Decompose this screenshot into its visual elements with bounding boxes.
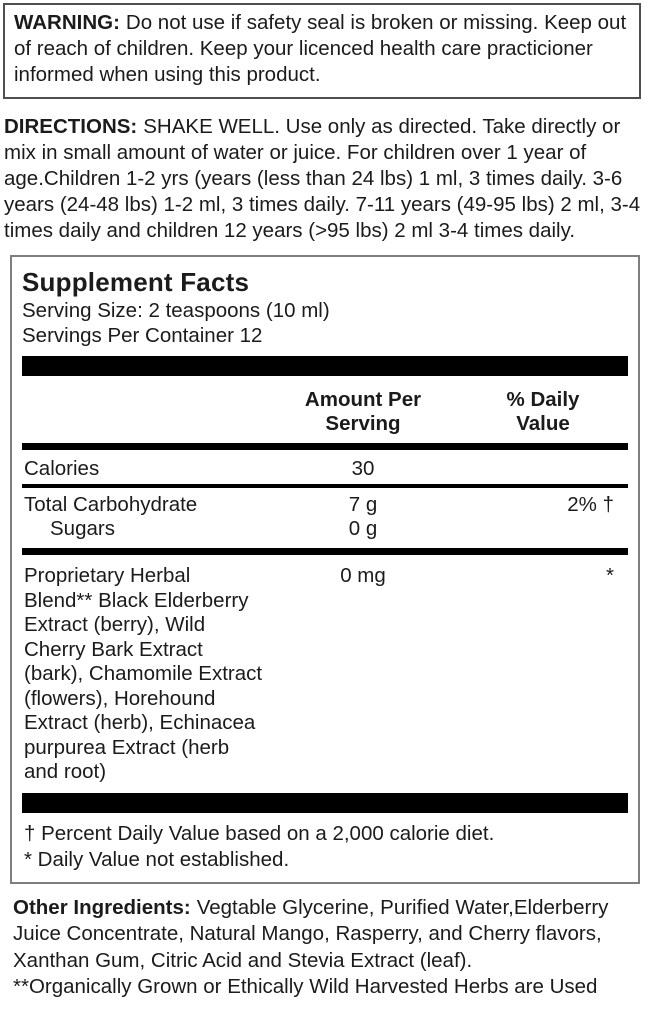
nutrient-dv: 2% † — [567, 493, 614, 516]
other-ingredients-text: Vegtable Glycerine, Purified Water,Elderberry Juice Concentrate, Natural Mango, Rasperry, and Cherry flavors, Xanthan Gum, Citric Acid and Stevia Extract (leaf). — [13, 895, 609, 972]
header-rule — [22, 443, 628, 450]
separator-bar-top — [22, 356, 628, 376]
nutrient-name: Total Carbohydrate — [24, 493, 198, 516]
nutrient-amount: 0 g — [348, 517, 378, 540]
organic-note: **Organically Grown or Ethically Wild Harvested Herbs are Used — [13, 975, 598, 998]
separator-bar-bottom — [22, 793, 628, 813]
directions-label: DIRECTIONS: — [4, 115, 138, 138]
warning-box — [3, 3, 641, 99]
nutrient-name: Calories — [24, 457, 100, 480]
warning-text: Do not use if safety seal is broken or missing. Keep out of reach of children. Keep your licenced health care practicioner informed when using this product. — [14, 11, 627, 86]
sugars-row — [22, 517, 628, 548]
nutrient-dv: * — [606, 564, 614, 587]
nutrient-amount: 30 — [351, 457, 375, 480]
directions-text: SHAKE WELL. Use only as directed. Take directly or mix in small amount of water or juice. For children over 1 year of age.Children 1-2 yrs (years (less than 24 lbs) 1 ml, 3 times daily. 3-6 years (24-48 lbs) 1-2 ml, 3 times daily. 7-11 years (49-95 lbs) 2 ml, 3-4 times daily and children 12 years (>95 lbs) 2 ml 3-4 times daily. — [4, 115, 641, 242]
supplement-facts-title: Supplement Facts — [22, 267, 250, 297]
supplement-facts-panel — [10, 255, 640, 884]
nutrient-amount: 7 g — [348, 493, 378, 516]
nutrient-amount: 0 mg — [340, 564, 386, 587]
column-header-amount: Amount Per Serving — [304, 388, 422, 435]
nutrient-dv — [458, 517, 628, 541]
other-ingredients-label: Other Ingredients: — [13, 895, 191, 919]
nutrient-name: Sugars — [50, 517, 115, 540]
other-ingredients-paragraph — [13, 895, 646, 975]
footnote-not-established: * Daily Value not established. — [24, 848, 290, 871]
warning-label: WARNING: — [14, 11, 120, 34]
footnote-daily-value: † Percent Daily Value based on a 2,000 calorie diet. — [24, 821, 495, 845]
serving-size: Serving Size: 2 teaspoons (10 ml) — [22, 299, 330, 322]
sugars-rule — [22, 548, 628, 555]
footnotes — [22, 813, 628, 876]
column-header-row — [22, 376, 628, 443]
nutrient-name: Proprietary Herbal Blend** Black Elderberry Extract (berry), Wild Cherry Bark Extract (bark), Chamomile Extract (flowers), Horehound Extract (herb), Echinacea purpurea Extract (herb and root) — [24, 564, 263, 783]
column-header-spacer — [22, 388, 268, 436]
nutrient-dv — [458, 457, 628, 481]
servings-per-container: Servings Per Container 12 — [22, 324, 263, 347]
column-header-daily-value: % Daily Value — [506, 388, 580, 435]
other-ingredients — [13, 895, 646, 1001]
calories-row — [22, 450, 628, 484]
total-carbohydrate-row — [22, 488, 628, 517]
proprietary-blend-row — [22, 555, 628, 785]
directions-paragraph — [4, 114, 648, 244]
